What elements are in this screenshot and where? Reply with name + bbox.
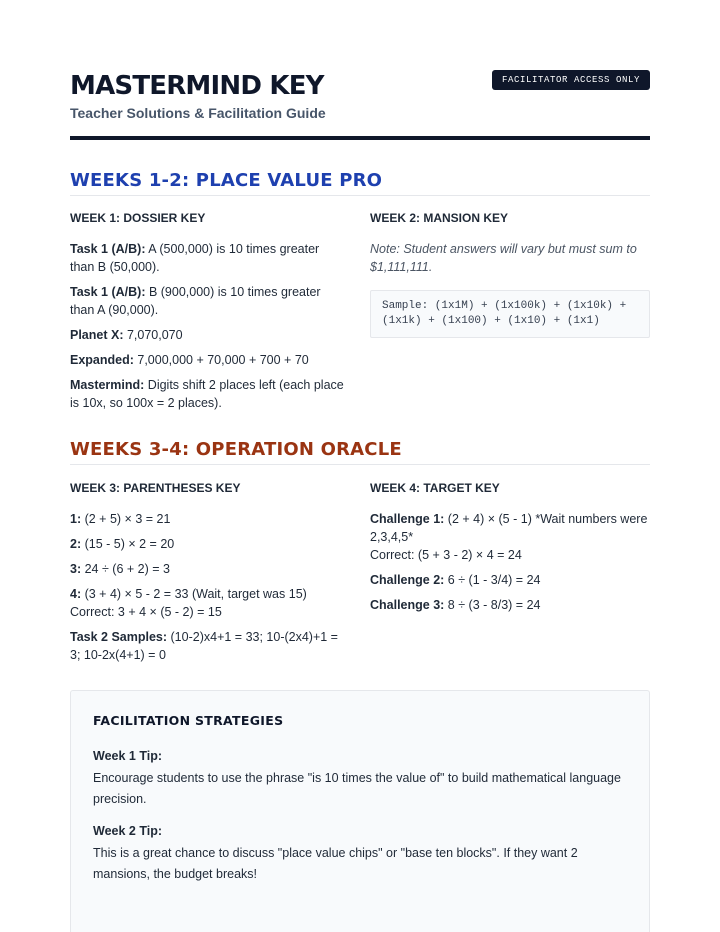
- item-text: A (500,000) is 10 times greater than B (50,000).: [70, 242, 320, 274]
- tip-label: Week 1 Tip:: [93, 749, 163, 763]
- sample-code-block: [370, 290, 650, 338]
- item-text: (10-2)x4+1 = 33; 10-(2x4)+1 = 3; 10-2x(4+1) = 0: [70, 630, 338, 662]
- item-text: 6 ÷ (1 - 3/4) = 24: [444, 573, 541, 587]
- week3-heading: WEEK 3: PARENTHESES KEY: [70, 481, 241, 495]
- week3-column: [70, 480, 346, 671]
- item-label: Challenge 1:: [370, 512, 445, 526]
- tip-text: This is a great chance to discuss "place value chips" or "base ten blocks". If they want 2 mansions, the budget breaks!: [93, 846, 578, 881]
- page-title: MASTERMIND KEY: [70, 71, 324, 101]
- tip-label: Week 2 Tip:: [93, 824, 163, 838]
- week1-item: [70, 240, 346, 276]
- item-label: 2:: [70, 537, 82, 551]
- week4-item: [370, 510, 650, 564]
- week3-item: [70, 585, 346, 621]
- item-label: Challenge 2:: [370, 573, 445, 587]
- item-text: 7,070,070: [123, 328, 183, 342]
- week1-item: [70, 351, 346, 369]
- week2-heading: WEEK 2: MANSION KEY: [370, 211, 509, 225]
- item-label: 4:: [70, 587, 82, 601]
- item-label: 1:: [70, 512, 82, 526]
- facilitation-strategies-panel: [70, 690, 650, 932]
- item-label: Challenge 3:: [370, 598, 445, 612]
- week4-column: [370, 480, 650, 621]
- item-label: 3:: [70, 562, 82, 576]
- header: [70, 68, 650, 142]
- week4-heading: WEEK 4: TARGET KEY: [370, 481, 500, 495]
- header-divider: [70, 136, 650, 140]
- week1-item: [70, 283, 346, 319]
- item-text: 8 ÷ (3 - 8/3) = 24: [444, 598, 541, 612]
- item-correction: Correct: (5 + 3 - 2) × 4 = 24: [370, 548, 522, 562]
- access-badge: FACILITATOR ACCESS ONLY: [492, 70, 650, 90]
- week1-column: [70, 210, 346, 419]
- item-label: Task 1 (A/B):: [70, 242, 146, 256]
- strategies-title: FACILITATION STRATEGIES: [93, 713, 284, 728]
- week2-column: [370, 210, 650, 338]
- week3-item: [70, 510, 346, 528]
- code-line: (1x1k) + (1x100) + (1x10) + (1x1): [382, 315, 600, 327]
- item-text: (15 - 5) × 2 = 20: [81, 537, 175, 551]
- week3-item: [70, 628, 346, 664]
- item-text: Digits shift 2 places left (each place is 10x, so 100x = 2 places).: [70, 378, 344, 410]
- page-subtitle: Teacher Solutions & Facilitation Guide: [70, 105, 326, 121]
- item-text: (2 + 4) × (5 - 1) *Wait numbers were 2,3,4,5*: [370, 512, 648, 544]
- item-label: Task 2 Samples:: [70, 630, 168, 644]
- week3-item: [70, 560, 346, 578]
- section-title-operation-oracle: WEEKS 3-4: OPERATION ORACLE: [70, 439, 650, 465]
- item-text: 7,000,000 + 70,000 + 700 + 70: [133, 353, 309, 367]
- week1-item: [70, 376, 346, 412]
- week4-item: [370, 571, 650, 589]
- item-label: Expanded:: [70, 353, 134, 367]
- section-title-place-value: WEEKS 1-2: PLACE VALUE PRO: [70, 170, 650, 196]
- item-correction: Correct: 3 + 4 × (5 - 2) = 15: [70, 605, 222, 619]
- item-label: Task 1 (A/B):: [70, 285, 146, 299]
- week1-heading: WEEK 1: DOSSIER KEY: [70, 211, 206, 225]
- week2-note: Note: Student answers will vary but must sum to $1,111,111.: [370, 242, 637, 274]
- tip-text: Encourage students to use the phrase "is 10 times the value of" to build mathematical language precision.: [93, 771, 621, 806]
- item-text: 24 ÷ (6 + 2) = 3: [81, 562, 170, 576]
- week3-item: [70, 535, 346, 553]
- item-text: (2 + 5) × 3 = 21: [81, 512, 171, 526]
- item-text: (3 + 4) × 5 - 2 = 33 (Wait, target was 15): [81, 587, 307, 601]
- code-line: Sample: (1x1M) + (1x100k) + (1x10k) +: [382, 300, 627, 312]
- item-label: Planet X:: [70, 328, 124, 342]
- item-label: Mastermind:: [70, 378, 145, 392]
- week1-item: [70, 326, 346, 344]
- item-text: B (900,000) is 10 times greater than A (90,000).: [70, 285, 321, 317]
- week4-item: [370, 596, 650, 614]
